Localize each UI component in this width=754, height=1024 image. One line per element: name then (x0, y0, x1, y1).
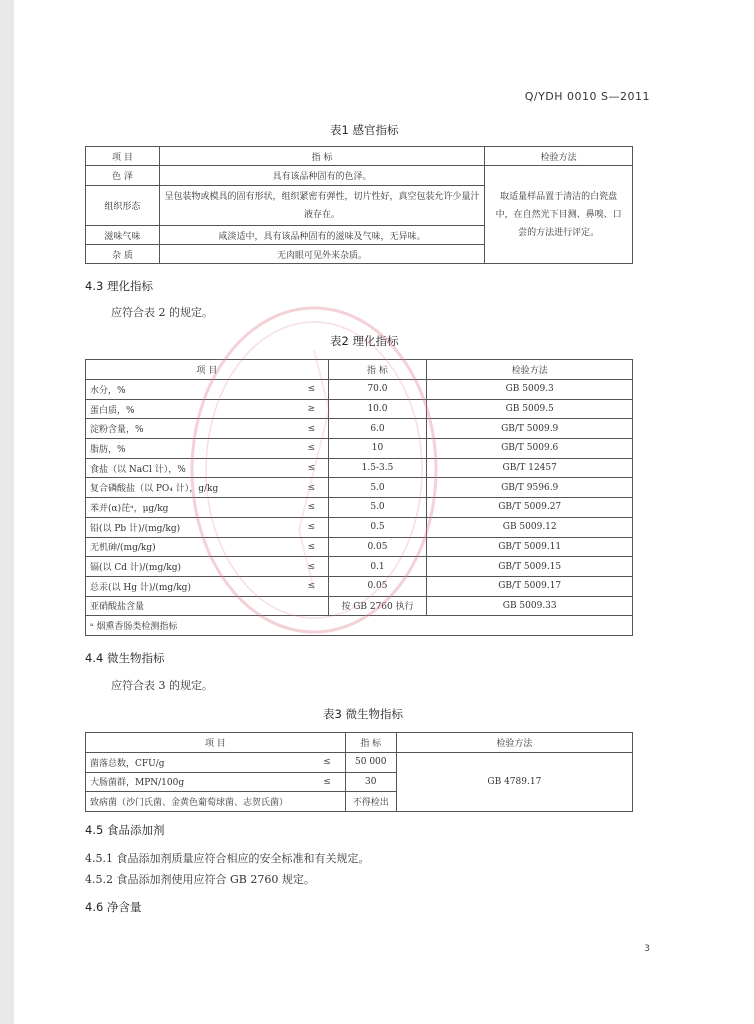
table3-method: GB 4789.17 (396, 753, 632, 812)
document-code: Q/YDH 0010 S—2011 (524, 90, 650, 103)
table2-operator: ≤ (295, 478, 328, 498)
table2-operator: ≤ (295, 517, 328, 537)
table2-item: 淀粉含量，% (86, 419, 296, 439)
table2-operator: ≤ (295, 439, 328, 459)
table-row (86, 399, 633, 419)
table-row (86, 537, 633, 557)
table2-value: 70.0 (328, 380, 427, 400)
table2-item: 食盐（以 NaCl 计），% (86, 458, 296, 478)
table3-operator: ≤ (309, 772, 345, 792)
table2-operator (295, 596, 328, 616)
table1-header-item: 项 目 (86, 147, 160, 166)
document-page (14, 0, 754, 1024)
table2-method: GB/T 5009.11 (427, 537, 633, 557)
table2-method: GB/T 9596.9 (427, 478, 633, 498)
section-4-5-2: 4.5.2 食品添加剂使用应符合 GB 2760 规定。 (85, 873, 315, 886)
table2-header-spec: 指 标 (328, 360, 427, 380)
section-4-3-heading: 4.3 理化指标 (85, 279, 153, 293)
table3-value: 50 000 (345, 753, 396, 773)
table2-method: GB 5009.3 (427, 380, 633, 400)
table2-caption: 表2 理化指标 (330, 334, 399, 348)
table2-item: 复合磷酸盐（以 PO₄ 计），g/kg (86, 478, 296, 498)
table2-operator: ≤ (295, 576, 328, 596)
table3-header-spec: 指 标 (345, 733, 396, 753)
table2-item: 水分，% (86, 380, 296, 400)
table2-value: 0.05 (328, 576, 427, 596)
table1-caption: 表1 感官指标 (330, 123, 399, 137)
table2-method: GB/T 5009.17 (427, 576, 633, 596)
table2-header-item: 项 目 (86, 360, 329, 380)
table2-value: 0.05 (328, 537, 427, 557)
table2-value: 0.1 (328, 557, 427, 577)
table-row (86, 166, 633, 186)
table3-item: 致病菌（沙门氏菌、金黄色葡萄球菌、志贺氏菌） (86, 792, 346, 812)
table2-item: 总汞(以 Hg 计)/(mg/kg) (86, 576, 296, 596)
table2-value: 10.0 (328, 399, 427, 419)
table1-item: 色 泽 (86, 166, 160, 186)
table2-method: GB/T 12457 (427, 458, 633, 478)
table2-item: 无机砷/(mg/kg) (86, 537, 296, 557)
table-row (86, 557, 633, 577)
table1-spec: 咸淡适中，具有该品种固有的滋味及气味，无异味。 (159, 226, 484, 245)
table2-operator: ≤ (295, 557, 328, 577)
table-row (86, 498, 633, 518)
table3-item: 菌落总数，CFU/g (86, 753, 310, 773)
table2-header-method: 检验方法 (427, 360, 633, 380)
table1-spec: 具有该品种固有的色泽。 (159, 166, 484, 186)
table1-item: 杂 质 (86, 245, 160, 264)
table2-value: 1.5-3.5 (328, 458, 427, 478)
table3-caption: 表3 微生物指标 (323, 707, 403, 721)
table2-method: GB/T 5009.9 (427, 419, 633, 439)
table-row (86, 458, 633, 478)
table2-value: 按 GB 2760 执行 (328, 596, 427, 616)
table-row (86, 439, 633, 459)
table2-method: GB 5009.12 (427, 517, 633, 537)
table2-operator: ≤ (295, 419, 328, 439)
table1-header-method: 检验方法 (485, 147, 633, 166)
table2-value: 10 (328, 439, 427, 459)
page-number: 3 (644, 944, 650, 954)
table3-header-item: 项 目 (86, 733, 346, 753)
table1-spec: 呈包装物或模具的固有形状，组织紧密有弹性，切片性好，真空包装允许少量汁液存在。 (159, 186, 484, 226)
table2-item: 铅(以 Pb 计)/(mg/kg) (86, 517, 296, 537)
table2-value: 0.5 (328, 517, 427, 537)
table2-value: 5.0 (328, 498, 427, 518)
table2-item: 苯并(α)芘ᵃ，μg/kg (86, 498, 296, 518)
table2-operator: ≤ (295, 498, 328, 518)
section-4-5-heading: 4.5 食品添加剂 (85, 823, 165, 837)
section-4-3-text: 应符合表 2 的规定。 (111, 306, 213, 319)
table-row (86, 517, 633, 537)
table2-item: 镉(以 Cd 计)/(mg/kg) (86, 557, 296, 577)
table-row (86, 596, 633, 616)
table3-value: 不得检出 (345, 792, 396, 812)
table1-item: 组织形态 (86, 186, 160, 226)
table2-operator: ≤ (295, 537, 328, 557)
table3-value: 30 (345, 772, 396, 792)
table3-item: 大肠菌群，MPN/100g (86, 772, 310, 792)
section-4-6-heading: 4.6 净含量 (85, 900, 142, 914)
table2-value: 5.0 (328, 478, 427, 498)
table-row (86, 478, 633, 498)
table2-item: 亚硝酸盐含量 (86, 596, 296, 616)
table2-item: 蛋白质，% (86, 399, 296, 419)
table3-header-method: 检验方法 (396, 733, 632, 753)
section-4-4-heading: 4.4 微生物指标 (85, 651, 165, 665)
physicochemical-table (85, 359, 633, 636)
table-row (86, 380, 633, 400)
table3-operator: ≤ (309, 753, 345, 773)
table2-footnote: ᵃ 烟熏香肠类检测指标 (86, 616, 633, 636)
table2-method: GB/T 5009.27 (427, 498, 633, 518)
table1-method: 取适量样品置于清洁的白瓷盘中，在自然光下目测、鼻嗅、口尝的方法进行评定。 (485, 166, 633, 264)
table2-value: 6.0 (328, 419, 427, 439)
table2-operator: ≤ (295, 380, 328, 400)
table-row (86, 576, 633, 596)
section-4-4-text: 应符合表 3 的规定。 (111, 679, 213, 692)
table2-operator: ≤ (295, 458, 328, 478)
table2-method: GB 5009.5 (427, 399, 633, 419)
table2-method: GB/T 5009.6 (427, 439, 633, 459)
table1-header-spec: 指 标 (159, 147, 484, 166)
table2-operator: ≥ (295, 399, 328, 419)
section-4-5-1: 4.5.1 食品添加剂质量应符合相应的安全标准和有关规定。 (85, 852, 370, 865)
sensory-table (85, 146, 633, 264)
table1-item: 滋味气味 (86, 226, 160, 245)
table2-method: GB 5009.33 (427, 596, 633, 616)
table-row (86, 753, 633, 773)
table2-method: GB/T 5009.15 (427, 557, 633, 577)
table2-item: 脂肪，% (86, 439, 296, 459)
table-row (86, 419, 633, 439)
microbiological-table (85, 732, 633, 812)
table1-spec: 无肉眼可见外来杂质。 (159, 245, 484, 264)
